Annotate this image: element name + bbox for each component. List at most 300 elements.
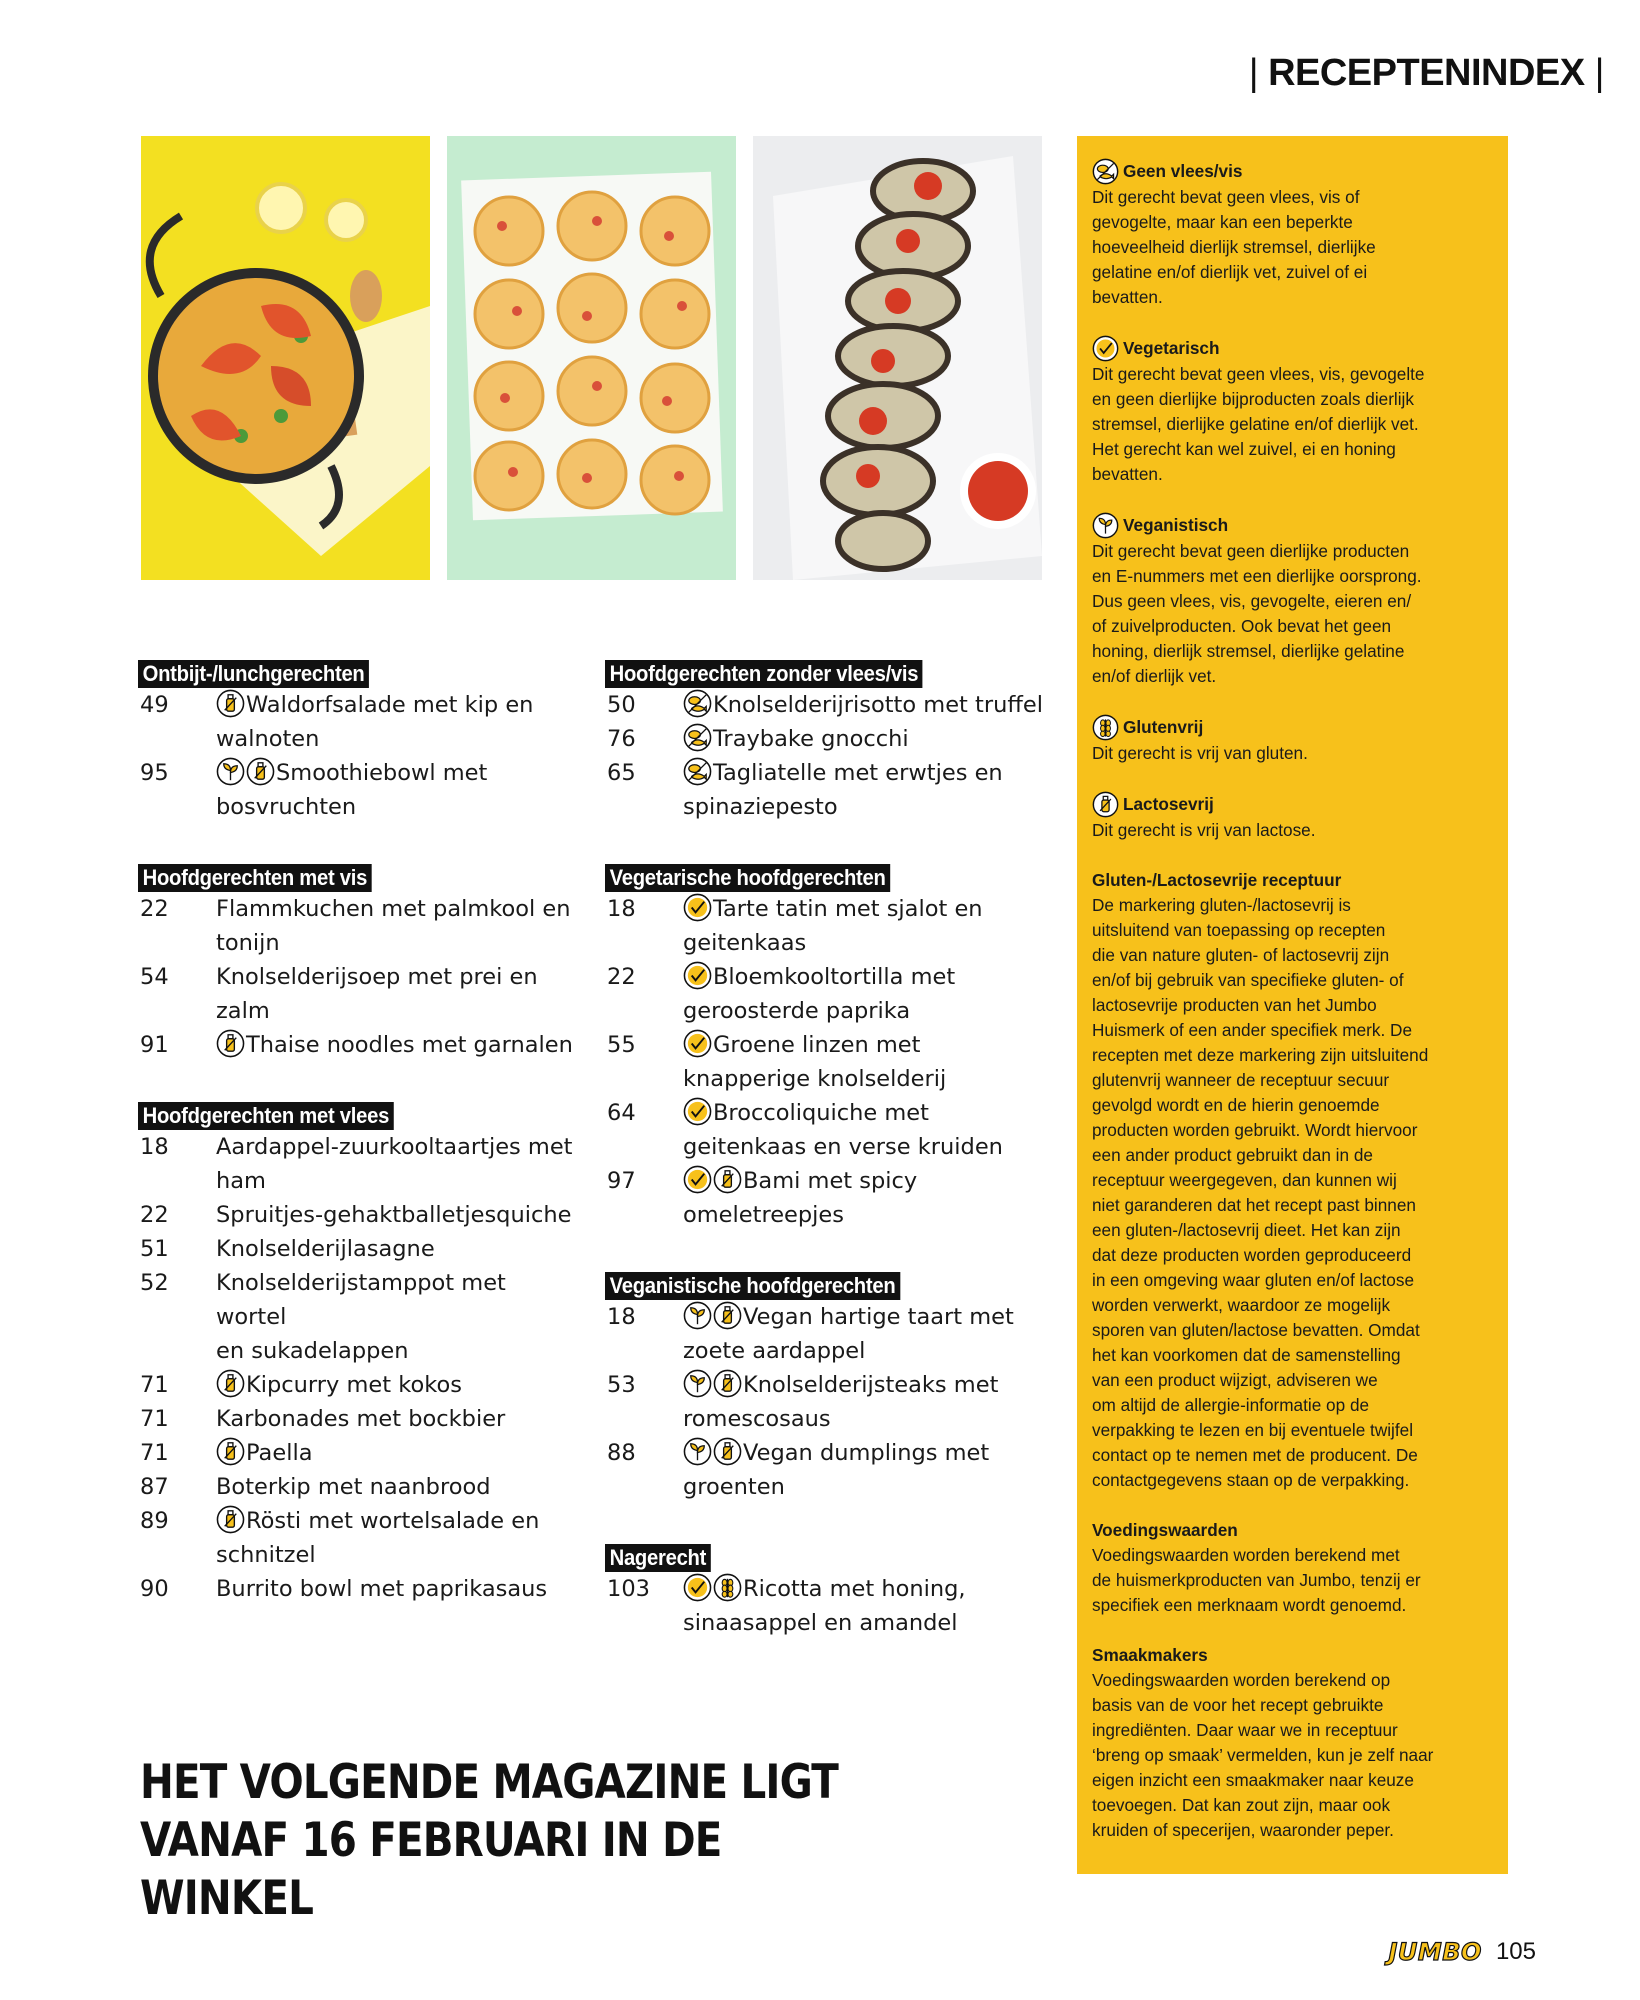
page-title: RECEPTENINDEX — [1268, 52, 1585, 94]
page-ref — [605, 1470, 683, 1504]
recipe-name-text: Spruitjes-gehaktballetjesquiche — [216, 1202, 572, 1228]
recipe-name — [683, 756, 1055, 790]
note-text: Voedingswaarden worden berekend op — [1092, 1670, 1391, 1690]
recipe-name-text: Knolselderijsteaks met — [743, 1372, 999, 1398]
recipe-name-text: Bloemkooltortilla met — [713, 964, 956, 990]
legend-title — [1092, 512, 1493, 539]
recipe-name — [216, 1232, 583, 1266]
recipe-column-left — [138, 660, 583, 1646]
recipe-name — [216, 1198, 583, 1232]
section-title: Veganistische hoofdgerechten — [605, 1272, 900, 1300]
recipe-row — [138, 960, 583, 994]
page-ref — [605, 994, 683, 1028]
vegetarisch-icon — [683, 1029, 712, 1058]
page-ref — [605, 1198, 683, 1232]
recipe-row — [605, 1096, 1055, 1130]
promo-line-2: VANAF 16 FEBRUARI IN DE WINKEL — [140, 1813, 722, 1926]
recipe-name-text: romescosaus — [683, 1406, 831, 1432]
legend-text: stremsel, dierlijke gelatine en/of dierlijk vet. — [1092, 414, 1419, 434]
note-text: De markering gluten-/lactosevrij is — [1092, 895, 1351, 915]
note-text: de huismerkproducten van Jumbo, tenzij er — [1092, 1570, 1421, 1590]
page-header: | RECEPTENINDEX | — [1248, 52, 1604, 94]
note-title: Smaakmakers — [1092, 1645, 1208, 1665]
note-text: een ander product gebruikt dan in de — [1092, 1145, 1373, 1165]
note-text: verpakking te lezen en bij eventuele twijfel — [1092, 1420, 1414, 1440]
page-ref: 22 — [607, 964, 636, 990]
recipe-name-text: schnitzel — [216, 1542, 316, 1568]
recipe-row-continuation — [138, 926, 583, 960]
note-text: receptuur weergegeven, dan kunnen wij — [1092, 1170, 1397, 1190]
recipe-row — [138, 1436, 583, 1470]
note-text: kruiden of specerijen, waaronder peper. — [1092, 1820, 1394, 1840]
legend-text: en geen dierlijke bijproducten zoals dierlijk — [1092, 389, 1414, 409]
recipe-name-text: geitenkaas en verse kruiden — [683, 1134, 1003, 1160]
note-text: contact op te nemen met de producent. De — [1092, 1445, 1418, 1465]
recipe-name-text: Waldorfsalade met kip en — [246, 692, 534, 718]
page-ref: 87 — [140, 1474, 169, 1500]
recipe-name-text: en sukadelappen — [216, 1338, 409, 1364]
note-text: sporen van gluten/lactose bevatten. Omdat — [1092, 1320, 1420, 1340]
note-text: om altijd de allergie-informatie op de — [1092, 1395, 1370, 1415]
legend-text: Dit gerecht is vrij van gluten. — [1092, 743, 1308, 763]
recipe-row — [605, 1164, 1055, 1198]
recipe-name — [683, 1368, 1055, 1402]
note-text: eigen inzicht een smaakmaker naar keuze — [1092, 1770, 1414, 1790]
page-ref: 103 — [607, 1576, 650, 1602]
legend-item — [1092, 512, 1493, 689]
recipe-name-text: Rösti met wortelsalade en — [246, 1508, 540, 1534]
recipe-name-text: geitenkaas — [683, 930, 807, 956]
legend-text: gevogelte, maar kan een beperkte — [1092, 212, 1353, 232]
recipe-name — [683, 688, 1055, 722]
note-text: die van nature gluten- of lactosevrij zijn — [1092, 945, 1390, 965]
recipe-name — [216, 1164, 583, 1198]
recipe-row-continuation — [605, 926, 1055, 960]
note-block — [1092, 1643, 1493, 1843]
legend-text: Het gerecht kan wel zuivel, ei en honing — [1092, 439, 1396, 459]
recipe-row — [605, 756, 1055, 790]
recipe-name-text: spinaziepesto — [683, 794, 838, 820]
note-block — [1092, 868, 1493, 1493]
recipe-row — [605, 688, 1055, 722]
legend-text: hoeveelheid dierlijk stremsel, dierlijke — [1092, 237, 1376, 257]
note-title: Gluten-/Lactosevrije receptuur — [1092, 870, 1342, 890]
recipe-name — [216, 688, 583, 722]
recipe-row — [605, 722, 1055, 756]
page-ref — [138, 790, 216, 824]
recipe-name — [683, 1334, 1055, 1368]
lactosevrij-icon — [216, 1029, 245, 1058]
recipe-name-text: zalm — [216, 998, 270, 1024]
legend-text: of zuivelproducten. Ook bevat het geen — [1092, 616, 1392, 636]
recipe-name-text: Burrito bowl met paprikasaus — [216, 1576, 548, 1602]
page-ref: 50 — [607, 692, 636, 718]
recipe-name-text: omeletreepjes — [683, 1202, 844, 1228]
recipe-row — [605, 1028, 1055, 1062]
veganistisch-icon — [1092, 512, 1119, 539]
note-text: glutenvrij wanneer de receptuur secuur — [1092, 1070, 1390, 1090]
page-ref: 51 — [140, 1236, 169, 1262]
legend-item — [1092, 158, 1493, 310]
page-ref — [605, 1062, 683, 1096]
next-issue-promo — [140, 1754, 845, 1928]
recipe-name — [216, 1538, 583, 1572]
recipe-list — [138, 1130, 583, 1606]
note-text: specifiek een merknaam wordt genoemd. — [1092, 1595, 1407, 1615]
page-ref — [605, 1334, 683, 1368]
geen-vlees-vis-icon — [1092, 158, 1119, 185]
recipe-name — [683, 790, 1055, 824]
lactosevrij-icon — [216, 1437, 245, 1466]
lactosevrij-icon — [1092, 791, 1119, 818]
recipe-name — [216, 1572, 583, 1606]
vegetarisch-icon — [683, 961, 712, 990]
promo-line-1: HET VOLGENDE MAGAZINE LIGT — [140, 1755, 838, 1810]
lactosevrij-icon — [713, 1437, 742, 1466]
section-title: Hoofdgerechten met vlees — [138, 1102, 394, 1130]
recipe-name — [683, 926, 1055, 960]
note-text: ingrediënten. Daar waar we in receptuur — [1092, 1720, 1398, 1740]
recipe-name — [683, 1164, 1055, 1198]
page-ref: 52 — [140, 1270, 169, 1296]
page-ref: 54 — [140, 964, 169, 990]
legend-text: en E-nummers met een dierlijke oorsprong. — [1092, 566, 1422, 586]
recipe-name — [683, 1606, 1055, 1640]
page-ref: 22 — [140, 1202, 169, 1228]
recipe-list — [605, 1300, 1055, 1504]
lactosevrij-icon — [246, 757, 275, 786]
recipe-name — [216, 1028, 583, 1062]
note-text: recepten met deze markering zijn uitsluitend — [1092, 1045, 1429, 1065]
recipe-name — [216, 1504, 583, 1538]
note-text: worden verwerkt, waardoor ze mogelijk — [1092, 1295, 1391, 1315]
note-text: het kan voorkomen dat de samenstelling — [1092, 1345, 1401, 1365]
page-ref — [605, 1402, 683, 1436]
recipe-name — [683, 1062, 1055, 1096]
page-ref: 91 — [140, 1032, 169, 1058]
recipe-name — [683, 1028, 1055, 1062]
section-title: Hoofdgerechten met vis — [138, 864, 372, 892]
legend-item — [1092, 714, 1493, 766]
recipe-row — [138, 1504, 583, 1538]
recipe-name-text: Knolselderijstamppot met wortel — [216, 1270, 506, 1330]
recipe-section — [605, 864, 1055, 1232]
recipe-name-text: Tarte tatin met sjalot en — [713, 896, 983, 922]
recipe-row — [138, 1198, 583, 1232]
recipe-section — [605, 1544, 1055, 1640]
recipe-name — [683, 994, 1055, 1028]
note-text: lactosevrije producten van het Jumbo — [1092, 995, 1377, 1015]
recipe-name-text: Smoothiebowl met — [276, 760, 488, 786]
note-text: in een omgeving waar gluten en/of lactose — [1092, 1270, 1414, 1290]
page-ref — [605, 790, 683, 824]
recipe-section — [138, 1102, 583, 1606]
recipe-column-right — [605, 660, 1055, 1680]
legend-title-text: Lactosevrij — [1123, 794, 1214, 814]
recipe-row-continuation — [138, 790, 583, 824]
legend-item — [1092, 791, 1493, 843]
recipe-name-text: knapperige knolselderij — [683, 1066, 947, 1092]
recipe-name — [216, 1266, 583, 1334]
recipe-row-continuation — [138, 1164, 583, 1198]
recipe-name-text: Knolselderijsoep met prei en — [216, 964, 538, 990]
section-title: Hoofdgerechten zonder vlees/vis — [605, 660, 923, 688]
vegetarisch-icon — [683, 893, 712, 922]
recipe-row-continuation — [605, 1130, 1055, 1164]
recipe-row — [138, 1572, 583, 1606]
page-ref: 65 — [607, 760, 636, 786]
vegetarisch-icon — [683, 1165, 712, 1194]
recipe-row — [138, 688, 583, 722]
lactosevrij-icon — [713, 1369, 742, 1398]
page-ref: 55 — [607, 1032, 636, 1058]
recipe-name — [216, 960, 583, 994]
recipe-list — [605, 892, 1055, 1232]
recipe-name-text: geroosterde paprika — [683, 998, 911, 1024]
recipe-name-text: zoete aardappel — [683, 1338, 866, 1364]
recipe-row — [605, 1300, 1055, 1334]
recipe-name-text: Kipcurry met kokos — [246, 1372, 462, 1398]
recipe-name-text: Vegan hartige taart met — [743, 1304, 1014, 1330]
glutenvrij-icon — [713, 1573, 742, 1602]
veganistisch-icon — [683, 1437, 712, 1466]
recipe-name — [216, 1402, 583, 1436]
veganistisch-icon — [683, 1301, 712, 1330]
recipe-row — [138, 1402, 583, 1436]
note-text: producten worden gebruikt. Wordt hiervoor — [1092, 1120, 1418, 1140]
recipe-row-continuation — [605, 1470, 1055, 1504]
page-ref — [605, 1130, 683, 1164]
legend-title-text: Vegetarisch — [1123, 338, 1220, 358]
recipe-name-text: Knolselderijlasagne — [216, 1236, 435, 1262]
note-text: niet garanderen dat het recept past binnen — [1092, 1195, 1416, 1215]
recipe-row — [605, 1572, 1055, 1606]
recipe-section — [605, 660, 1055, 824]
recipe-name-text: Flammkuchen met palmkool en — [216, 896, 571, 922]
page-ref: 18 — [607, 896, 636, 922]
legend-title — [1092, 335, 1493, 362]
recipe-name-text: Traybake gnocchi — [713, 726, 909, 752]
recipe-name — [683, 1470, 1055, 1504]
lactosevrij-icon — [713, 1165, 742, 1194]
legend-text: Dit gerecht bevat geen vlees, vis, gevogelte — [1092, 364, 1425, 384]
recipe-name — [683, 892, 1055, 926]
photo-mini-quiches — [447, 136, 736, 580]
recipe-name — [216, 1470, 583, 1504]
recipe-name — [683, 1572, 1055, 1606]
page-ref: 18 — [607, 1304, 636, 1330]
section-title: Ontbijt-/lunchgerechten — [138, 660, 369, 688]
recipe-section — [138, 660, 583, 824]
note-title: Voedingswaarden — [1092, 1520, 1238, 1540]
recipe-name — [683, 1096, 1055, 1130]
recipe-row — [605, 892, 1055, 926]
note-text: basis van de voor het recept gebruikte — [1092, 1695, 1384, 1715]
vegetarisch-icon — [1092, 335, 1119, 362]
legend-text: Dus geen vlees, vis, gevogelte, eieren en/ — [1092, 591, 1412, 611]
legend-title-text: Veganistisch — [1123, 515, 1229, 535]
page-ref — [138, 1538, 216, 1572]
vegetarisch-icon — [683, 1097, 712, 1126]
recipe-name — [683, 1300, 1055, 1334]
recipe-name — [216, 1334, 583, 1368]
recipe-row — [605, 960, 1055, 994]
page-ref: 71 — [140, 1406, 169, 1432]
legend-text: honing, dierlijk stremsel, dierlijke gelatine — [1092, 641, 1405, 661]
recipe-list — [138, 892, 583, 1062]
legend-text: gelatine en/of dierlijk vet, zuivel of ei — [1092, 262, 1368, 282]
lactosevrij-icon — [216, 1369, 245, 1398]
recipe-row-continuation — [138, 1334, 583, 1368]
recipe-name — [216, 926, 583, 960]
recipe-name-text: sinaasappel en amandel — [683, 1610, 958, 1636]
recipe-name — [683, 722, 1055, 756]
note-block — [1092, 1518, 1493, 1618]
recipe-row — [138, 1028, 583, 1062]
photo-paella — [141, 136, 430, 580]
page-ref: 89 — [140, 1508, 169, 1534]
geen-vlees-vis-icon — [683, 757, 712, 786]
recipe-row-continuation — [605, 1198, 1055, 1232]
legend-title-text: Geen vlees/vis — [1123, 161, 1243, 181]
recipe-row-continuation — [605, 1334, 1055, 1368]
page-ref: 71 — [140, 1372, 169, 1398]
note-text: Huismerk of een ander specifiek merk. De — [1092, 1020, 1413, 1040]
recipe-name-text: Bami met spicy — [743, 1168, 918, 1194]
recipe-name — [216, 892, 583, 926]
page-ref: 53 — [607, 1372, 636, 1398]
recipe-row-continuation — [138, 722, 583, 756]
recipe-row — [138, 1266, 583, 1334]
page-ref — [605, 1606, 683, 1640]
lactosevrij-icon — [713, 1301, 742, 1330]
lactosevrij-icon — [216, 1505, 245, 1534]
recipe-name — [216, 1130, 583, 1164]
veganistisch-icon — [216, 757, 245, 786]
page-ref — [138, 994, 216, 1028]
recipe-row — [138, 756, 583, 790]
recipe-row-continuation — [605, 994, 1055, 1028]
recipe-list — [605, 1572, 1055, 1640]
note-text: dat deze producten worden geproduceerd — [1092, 1245, 1412, 1265]
glutenvrij-icon — [1092, 714, 1119, 741]
page-ref — [138, 1334, 216, 1368]
recipe-row-continuation — [138, 1538, 583, 1572]
page-number: 105 — [1495, 1938, 1536, 1965]
recipe-name-text: Boterkip met naanbrood — [216, 1474, 491, 1500]
recipe-name-text: ham — [216, 1168, 266, 1194]
page-ref — [138, 1164, 216, 1198]
geen-vlees-vis-icon — [683, 723, 712, 752]
geen-vlees-vis-icon — [683, 689, 712, 718]
note-text: ‘breng op smaak’ vermelden, kun je zelf naar — [1092, 1745, 1434, 1765]
page-ref: 49 — [140, 692, 169, 718]
recipe-row-continuation — [605, 1606, 1055, 1640]
note-text: contactgegevens staan op de verpakking. — [1092, 1470, 1410, 1490]
recipe-section — [138, 864, 583, 1062]
note-text: uitsluitend van toepassing op recepten — [1092, 920, 1386, 940]
section-title: Vegetarische hoofdgerechten — [605, 864, 890, 892]
recipe-name — [216, 756, 583, 790]
page-ref — [605, 926, 683, 960]
legend-title — [1092, 714, 1493, 741]
recipe-row — [605, 1436, 1055, 1470]
note-text: een gluten-/lactosevrij dieet. Het kan zijn — [1092, 1220, 1401, 1240]
jumbo-logo: JUMBO — [1388, 1938, 1482, 1966]
page-ref: 76 — [607, 726, 636, 752]
legend-sidebar — [1077, 136, 1508, 1874]
recipe-section — [605, 1272, 1055, 1504]
page-ref: 90 — [140, 1576, 169, 1602]
recipe-list — [605, 688, 1055, 824]
recipe-name — [216, 790, 583, 824]
legend-text: Dit gerecht is vrij van lactose. — [1092, 820, 1316, 840]
legend-text: Dit gerecht bevat geen dierlijke producten — [1092, 541, 1410, 561]
recipe-row — [138, 1470, 583, 1504]
legend-text: bevatten. — [1092, 287, 1163, 307]
note-text: toevoegen. Dat kan zout zijn, maar ook — [1092, 1795, 1391, 1815]
recipe-name-text: Knolselderijrisotto met truffel — [713, 692, 1043, 718]
page-ref: 95 — [140, 760, 169, 786]
legend-text: bevatten. — [1092, 464, 1163, 484]
page-ref: 88 — [607, 1440, 636, 1466]
legend-title-text: Glutenvrij — [1123, 717, 1204, 737]
page-ref: 64 — [607, 1100, 636, 1126]
note-text: van een product wijzigt, adviseren we — [1092, 1370, 1378, 1390]
recipe-name-text: walnoten — [216, 726, 320, 752]
page-ref: 22 — [140, 896, 169, 922]
recipe-name-text: Thaise noodles met garnalen — [246, 1032, 573, 1058]
recipe-name-text: Karbonades met bockbier — [216, 1406, 506, 1432]
recipe-name — [216, 722, 583, 756]
recipe-name-text: Ricotta met honing, — [743, 1576, 966, 1602]
recipe-row-continuation — [138, 994, 583, 1028]
note-text: Voedingswaarden worden berekend met — [1092, 1545, 1400, 1565]
recipe-row — [138, 1368, 583, 1402]
legend-text: en/of dierlijk vet. — [1092, 666, 1217, 686]
recipe-name — [683, 1436, 1055, 1470]
recipe-name — [683, 1198, 1055, 1232]
recipe-row-continuation — [605, 1062, 1055, 1096]
recipe-row — [605, 1368, 1055, 1402]
recipe-name-text: groenten — [683, 1474, 785, 1500]
recipe-row-continuation — [605, 790, 1055, 824]
legend-text: Dit gerecht bevat geen vlees, vis of — [1092, 187, 1360, 207]
footer — [1388, 1938, 1536, 1966]
recipe-name-text: Aardappel-zuurkooltaartjes met — [216, 1134, 573, 1160]
legend-title — [1092, 158, 1493, 185]
page-ref: 18 — [140, 1134, 169, 1160]
legend-item — [1092, 335, 1493, 487]
page-ref: 97 — [607, 1168, 636, 1194]
recipe-name — [216, 1436, 583, 1470]
recipe-name-text: bosvruchten — [216, 794, 357, 820]
recipe-name-text: Broccoliquiche met — [713, 1100, 929, 1126]
recipe-name — [683, 1130, 1055, 1164]
page-ref — [138, 926, 216, 960]
page-ref — [138, 722, 216, 756]
vegetarisch-icon — [683, 1573, 712, 1602]
recipe-name-text: Tagliatelle met erwtjes en — [713, 760, 1003, 786]
recipe-row-continuation — [605, 1402, 1055, 1436]
recipe-row — [138, 1232, 583, 1266]
recipe-list — [138, 688, 583, 824]
recipe-name — [683, 1402, 1055, 1436]
note-text: gevolgd wordt en de hierin genoemde — [1092, 1095, 1380, 1115]
recipe-name-text: Paella — [246, 1440, 313, 1466]
recipe-name-text: Groene linzen met — [713, 1032, 921, 1058]
photo-knolselderijsteaks — [753, 136, 1042, 580]
